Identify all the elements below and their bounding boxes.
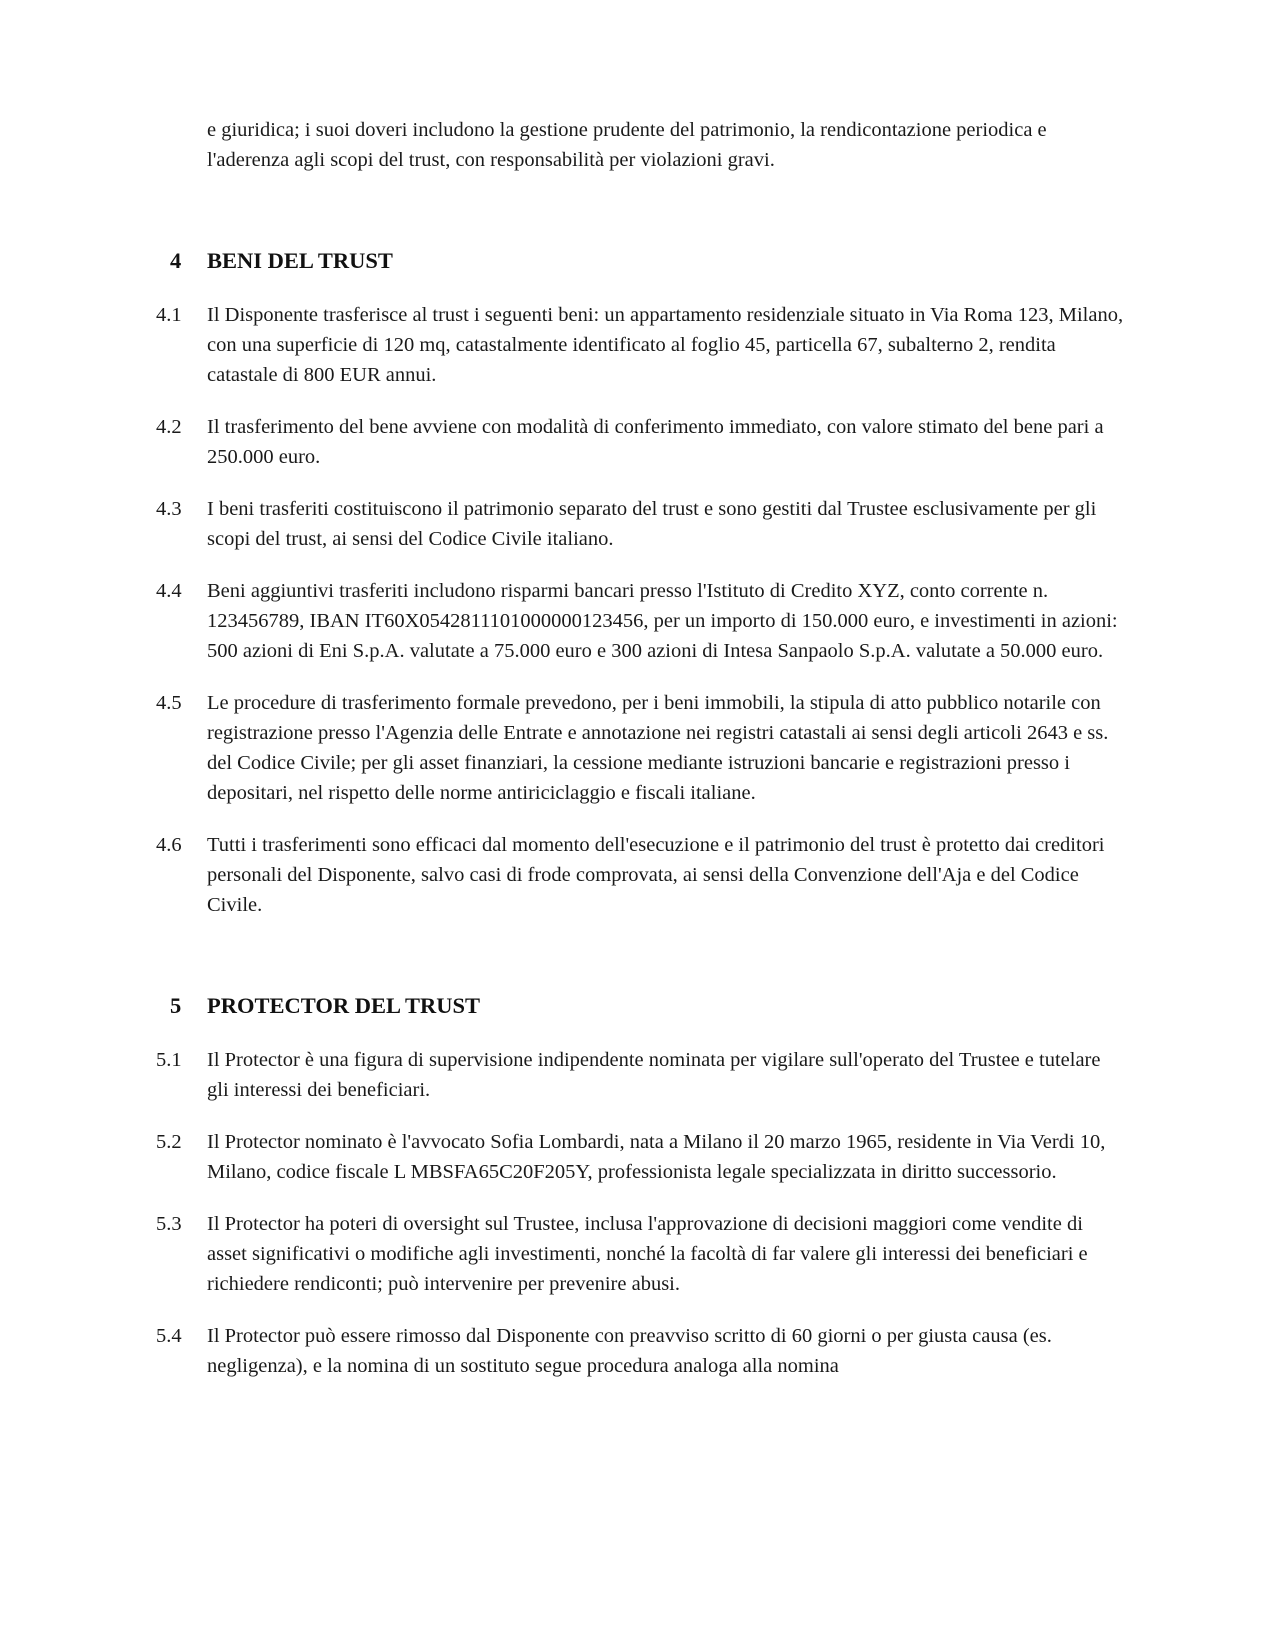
clause-4-3-number: 4.3	[156, 498, 182, 520]
continuation-paragraph: e giuridica; i suoi doveri includono la gestione prudente del patrimonio, la rendicontazione periodica e l'aderenza agli scopi del trust, con responsabilità per violazioni gravi.	[207, 119, 1047, 171]
clause-4-3-text: I beni trasferiti costituiscono il patrimonio separato del trust e sono gestiti dal Trustee esclusivamente per gli scopi del trust, ai sensi del Codice Civile italiano.	[207, 498, 1097, 550]
clause-5-4-text: Il Protector può essere rimosso dal Disponente con preavviso scritto di 60 giorni o per giusta causa (es. negligenza), e la nomina di un sostituto segue procedura analoga alla nomina	[207, 1325, 1052, 1377]
clause-5-2-number: 5.2	[156, 1131, 182, 1153]
clause-4-4-number: 4.4	[156, 580, 182, 602]
clause-5-1-text: Il Protector è una figura di supervisione indipendente nominata per vigilare sull'operato del Trustee e tutelare gli interessi dei beneficiari.	[207, 1049, 1101, 1101]
section-5-title: PROTECTOR DEL TRUST	[207, 993, 480, 1018]
clause-5-2	[156, 1127, 1275, 1187]
clause-5-4	[156, 1321, 1275, 1381]
clause-4-6-number: 4.6	[156, 834, 182, 856]
clause-4-4-text: Beni aggiuntivi trasferiti includono risparmi bancari presso l'Istituto di Credito XYZ, conto corrente n. 123456789, IBAN IT60X0542811101000000123456, per un importo di 150.000 euro, e investimenti in azioni: 500 azioni di Eni S.p.A. valutate a 75.000 euro e 300 azioni di Intesa Sanpaolo S.p.A. valutate a 50.000 euro.	[207, 580, 1118, 662]
clause-4-5-text: Le procedure di trasferimento formale prevedono, per i beni immobili, la stipula di atto pubblico notarile con registrazione presso l'Agenzia delle Entrate e annotazione nei registri catastali ai sensi degli articoli 2643 e ss. del Codice Civile; per gli asset finanziari, la cessione mediante istruzioni bancarie e registrazioni presso i depositari, nel rispetto delle norme antiriciclaggio e fiscali italiane.	[207, 692, 1109, 804]
clause-5-3-text: Il Protector ha poteri di oversight sul Trustee, inclusa l'approvazione di decisioni maggiori come vendite di asset significativi o modifiche agli investimenti, nonché la facoltà di far valere gli interessi dei beneficiari e richiedere rendiconti; può intervenire per prevenire abusi.	[207, 1213, 1088, 1295]
clause-4-1-text: Il Disponente trasferisce al trust i seguenti beni: un appartamento residenziale situato in Via Roma 123, Milano, con una superficie di 120 mq, catastalmente identificato al foglio 45, particella 67, subalterno 2, rendita catastale di 800 EUR annui.	[207, 304, 1124, 386]
clause-4-2-number: 4.2	[156, 416, 182, 438]
clause-4-6-text: Tutti i trasferimenti sono efficaci dal momento dell'esecuzione e il patrimonio del trust è protetto dai creditori personali del Disponente, salvo casi di frode comprovata, ai sensi della Convenzione dell'Aja e del Codice Civile.	[207, 834, 1105, 916]
section-5-number: 5	[170, 993, 182, 1018]
clause-4-6	[156, 830, 1275, 920]
clause-4-5-number: 4.5	[156, 692, 182, 714]
clause-5-2-text: Il Protector nominato è l'avvocato Sofia Lombardi, nata a Milano il 20 marzo 1965, residente in Via Verdi 10, Milano, codice fiscale L MBSFA65C20F205Y, professionista legale specializzata in diritto successorio.	[207, 1131, 1106, 1183]
clause-4-5	[156, 688, 1275, 808]
clause-4-1-number: 4.1	[156, 304, 182, 326]
clause-4-2	[156, 412, 1275, 472]
clause-4-1	[156, 300, 1275, 390]
clause-5-3	[156, 1209, 1275, 1299]
clause-5-3-number: 5.3	[156, 1213, 182, 1235]
section-4-title: BENI DEL TRUST	[207, 248, 393, 273]
section-4-heading	[170, 245, 1275, 277]
clause-4-4	[156, 576, 1275, 666]
clause-5-1-number: 5.1	[156, 1049, 182, 1071]
clause-4-3	[156, 494, 1275, 554]
section-4-number: 4	[170, 248, 182, 273]
clause-4-2-text: Il trasferimento del bene avviene con modalità di conferimento immediato, con valore stimato del bene pari a 250.000 euro.	[207, 416, 1104, 468]
clause-5-4-number: 5.4	[156, 1325, 182, 1347]
clause-5-1	[156, 1045, 1275, 1105]
section-5-heading	[170, 990, 1275, 1022]
